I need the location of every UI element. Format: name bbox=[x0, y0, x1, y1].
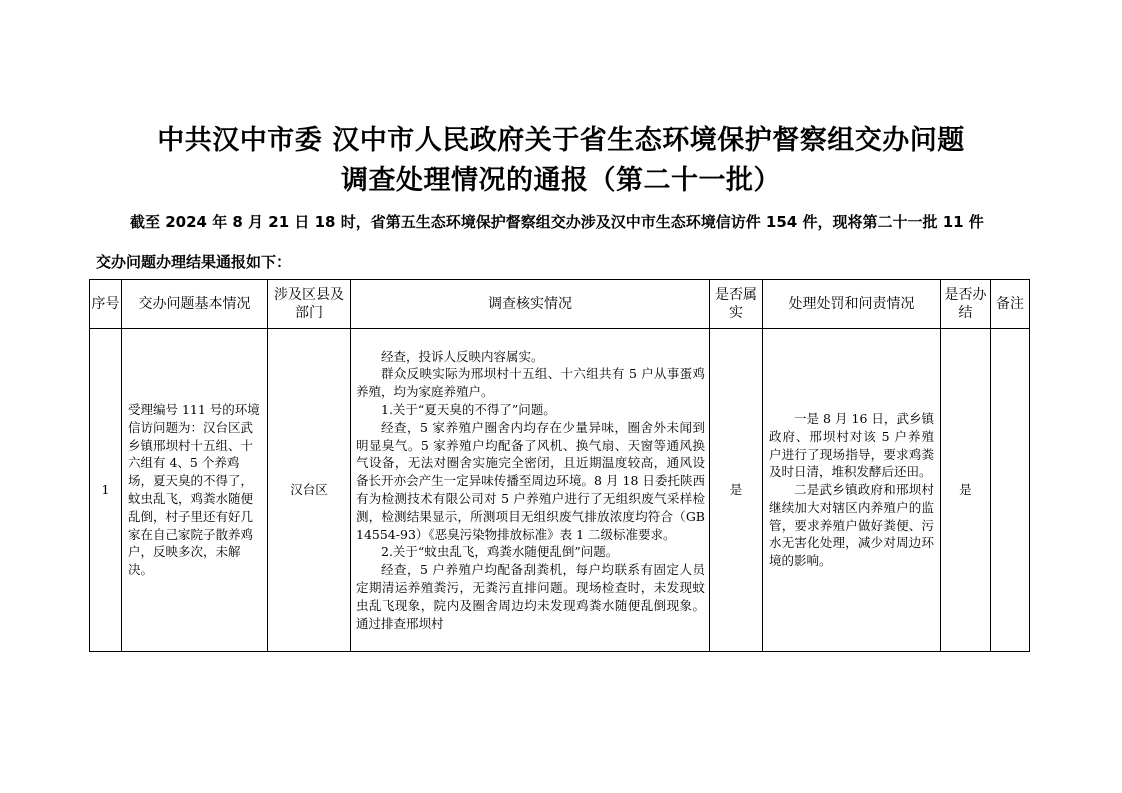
header-penalty: 处理处罚和问责情况 bbox=[763, 280, 941, 329]
row-investigation bbox=[351, 348, 709, 633]
row-basic-info-cell bbox=[122, 329, 268, 652]
investigation-paragraph: 1.关于“夏天臭的不得了”问题。 bbox=[381, 402, 556, 418]
document-title-line-1: 中共汉中市委 汉中市人民政府关于省生态环境保护督察组交办问题 bbox=[157, 125, 965, 156]
row-confirmed: 是 bbox=[710, 329, 763, 652]
investigation-paragraph: 经查，投诉人反映内容属实。 bbox=[381, 348, 544, 364]
row-index: 1 bbox=[90, 329, 122, 652]
penalty-paragraph: 二是武乡镇政府和邢坝村继续加大对辖区内养殖户的监管，要求养殖户做好粪便、污水无害化处理，减少对周边环境的影响。 bbox=[769, 482, 934, 569]
header-investigation: 调查核实情况 bbox=[351, 280, 710, 329]
row-basic-info: 受理编号 111 号的环境信访问题为：汉台区武乡镇邢坝村十五组、十六组有 4、5 个养鸡场，夏天臭的不得了，蚊虫乱飞，鸡粪水随便乱倒，村子里还有好几家在自己家院子散养鸡户，反映多次，未解决。 bbox=[128, 402, 260, 578]
results-table bbox=[89, 279, 1030, 652]
row-penalty bbox=[763, 410, 940, 570]
penalty-paragraph: 一是 8 月 16 日，武乡镇政府、邢坝村对该 5 户养殖户进行了现场指导，要求鸡粪及时日清，堆积发酵后还田。 bbox=[769, 410, 934, 480]
intro-line-2: 交办问题办理结果通报如下： bbox=[96, 253, 292, 271]
header-index: 序号 bbox=[90, 280, 122, 329]
investigation-paragraph: 群众反映实际为邢坝村十五组、十六组共有 5 户从事蛋鸡养殖，均为家庭养殖户。 bbox=[356, 366, 705, 400]
investigation-paragraph: 经查，5 户养殖户均配备刮粪机，每户均联系有固定人员定期清运养殖粪污，无粪污直排问题。现场检查时，未发现蚊虫乱飞现象，院内及圈舍周边均未发现鸡粪水随便乱倒现象。通过排查邢坝村 bbox=[356, 562, 705, 631]
table-header-row bbox=[90, 280, 1030, 329]
header-district: 涉及区县及部门 bbox=[268, 280, 351, 329]
investigation-paragraph: 2.关于“蚊虫乱飞，鸡粪水随便乱倒”问题。 bbox=[381, 544, 619, 560]
header-basic-info: 交办问题基本情况 bbox=[122, 280, 268, 329]
row-investigation-cell bbox=[351, 329, 710, 652]
row-penalty-cell bbox=[763, 329, 941, 652]
header-remarks: 备注 bbox=[991, 280, 1030, 329]
investigation-paragraph: 经查，5 家养殖户圈舍内均存在少量异味，圈舍外未闻到明显臭气。5 家养殖户均配备了风机、换气扇、天窗等通风换气设备，无法对圈舍实施完全密闭，且近期温度较高，通风设备长开亦会产生一定异味传播至周边环境。8 月 18 日委托陕西有为检测技术有限公司对 5 户养殖户进行了无组织废气采样检测，检测结果显示，所测项目无组织废气排放浓度均符合（GB14554-93）《恶臭污染物排放标准》表 1 二级标准要求。 bbox=[356, 419, 705, 542]
intro-line-1: 截至 2024 年 8 月 21 日 18 时，省第五生态环境保护督察组交办涉及汉中市生态环境信访件 154 件，现将第二十一批 11 件 bbox=[130, 213, 984, 231]
row-completed: 是 bbox=[941, 329, 991, 652]
header-confirmed: 是否属实 bbox=[710, 280, 763, 329]
row-remarks bbox=[991, 329, 1030, 652]
document-title-line-2: 调查处理情况的通报（第二十一批） bbox=[341, 165, 781, 196]
table-row bbox=[90, 329, 1030, 652]
header-completed: 是否办结 bbox=[941, 280, 991, 329]
row-district: 汉台区 bbox=[268, 329, 351, 652]
